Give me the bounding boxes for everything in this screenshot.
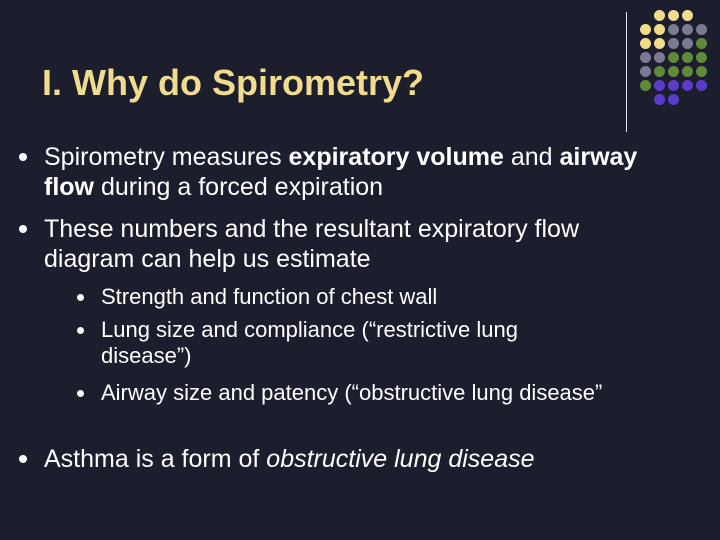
decorative-dot (654, 10, 665, 21)
decorative-dot (668, 94, 679, 105)
decorative-dot (640, 66, 651, 77)
decorative-dot (696, 80, 707, 91)
emphasis-obstructive-lung-disease: obstructive lung disease (266, 445, 535, 473)
bullet-text: and (503, 143, 560, 171)
decorative-dot (696, 66, 707, 77)
decorative-dot (654, 94, 665, 105)
bullet-dot-icon (19, 455, 27, 463)
subbullet-text: Strength and function of chest wall (101, 284, 438, 309)
subbullet-lung-size (101, 317, 611, 369)
decorative-dot (668, 38, 679, 49)
slide-title: I. Why do Spirometry? (42, 62, 425, 103)
bullet-dot-icon (77, 294, 84, 301)
bullet-text: during a forced expiration (94, 173, 384, 201)
decorative-dot (682, 24, 693, 35)
decorative-dot (640, 80, 651, 91)
bullet-spirometry-measures (44, 142, 654, 202)
decorative-dot (654, 80, 665, 91)
bullet-dot-icon (19, 153, 27, 161)
decorative-dot (654, 66, 665, 77)
decorative-dot (668, 66, 679, 77)
decorative-dot (682, 38, 693, 49)
decorative-dot (682, 52, 693, 63)
bullet-dot-icon (77, 327, 84, 334)
subbullet-text: Airway size and patency (“obstructive lung disease” (101, 380, 603, 405)
decorative-dot (696, 52, 707, 63)
emphasis-airway-flow: airway flow (44, 143, 638, 201)
bullet-dot-icon (77, 390, 84, 397)
decorative-dot (682, 66, 693, 77)
subbullet-chest-wall (101, 284, 611, 310)
bullet-these-numbers (44, 214, 654, 274)
decorative-dot (640, 24, 651, 35)
decorative-dot (696, 38, 707, 49)
bullet-text: Spirometry measures (44, 143, 289, 171)
decorative-dot (682, 80, 693, 91)
bullet-text: Asthma is a form of (44, 445, 267, 473)
decorative-dot (640, 52, 651, 63)
bullet-dot-icon (19, 225, 27, 233)
subbullet-text: Lung size and compliance (“restrictive lung disease”) (101, 317, 518, 368)
divider-line (626, 12, 627, 132)
emphasis-expiratory-volume: expiratory volume (288, 143, 504, 171)
decorative-dot (654, 52, 665, 63)
decorative-dot (668, 10, 679, 21)
bullet-text: These numbers and the resultant expiratory flow diagram can help us estimate (44, 215, 579, 273)
decorative-dot (640, 38, 651, 49)
decorative-dot (696, 24, 707, 35)
decorative-dot (654, 38, 665, 49)
decorative-dot (668, 80, 679, 91)
bullet-asthma (44, 444, 684, 474)
decorative-dot (668, 52, 679, 63)
decorative-dot (682, 10, 693, 21)
subbullet-airway-size (101, 380, 611, 406)
decorative-dot (668, 24, 679, 35)
decorative-dot (654, 24, 665, 35)
